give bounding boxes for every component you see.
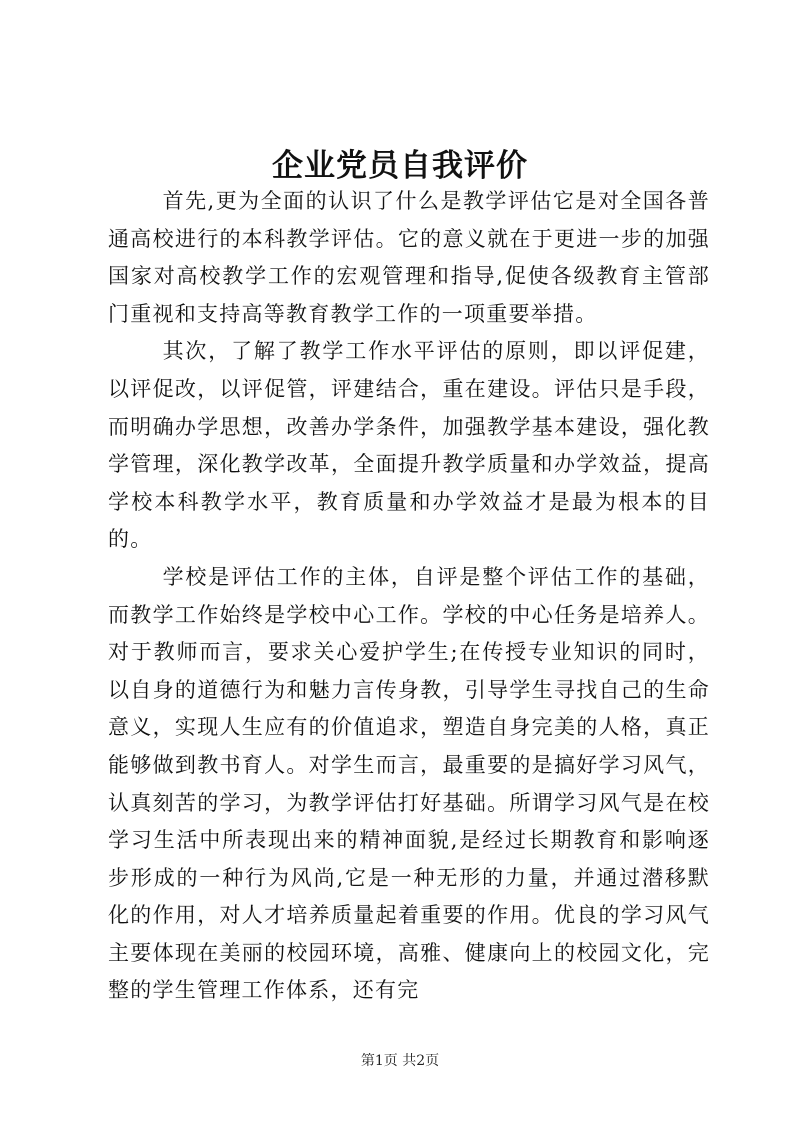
paragraph-3: 学校是评估工作的主体，自评是整个评估工作的基础，而教学工作始终是学校中心工作。学校的中心任务是培养人。对于教师而言，要求关心爱护学生;在传授专业知识的同时，以自身的道德行为和魅力言传身教，引导学生寻找自己的生命意义，实现人生应有的价值追求，塑造自身完美的人格，真正能够做到教书育人。对学生而言，最重要的是搞好学习风气，认真刻苦的学习，为教学评估打好基础。所谓学习风气是在校学习生活中所表现出来的精神面貌,是经过长期教育和影响逐步形成的一种行为风尚,它是一种无形的力量，并通过潜移默化的作用，对人才培养质量起着重要的作用。优良的学习风气主要体现在美丽的校园环境，高雅、健康向上的校园文化，完整的学生管理工作体系，还有完 [108, 564, 710, 1003]
page-number-footer: 第1页 共2页 [360, 1053, 440, 1069]
document-body [108, 183, 710, 1010]
paragraph-1: 首先,更为全面的认识了什么是教学评估它是对全国各普通高校进行的本科教学评估。它的意义就在于更进一步的加强国家对高校教学工作的宏观管理和指导,促使各级教育主管部门重视和支持高等教育教学工作的一项重要举措。 [108, 189, 710, 326]
paragraph-2: 其次，了解了教学工作水平评估的原则，即以评促建，以评促改，以评促管，评建结合，重在建设。评估只是手段，而明确办学思想，改善办学条件，加强教学基本建设，强化教学管理，深化教学改革，全面提升教学质量和办学效益，提高学校本科教学水平，教育质量和办学效益才是最为根本的目的。 [108, 339, 710, 552]
document-title: 企业党员自我评价 [272, 148, 528, 184]
